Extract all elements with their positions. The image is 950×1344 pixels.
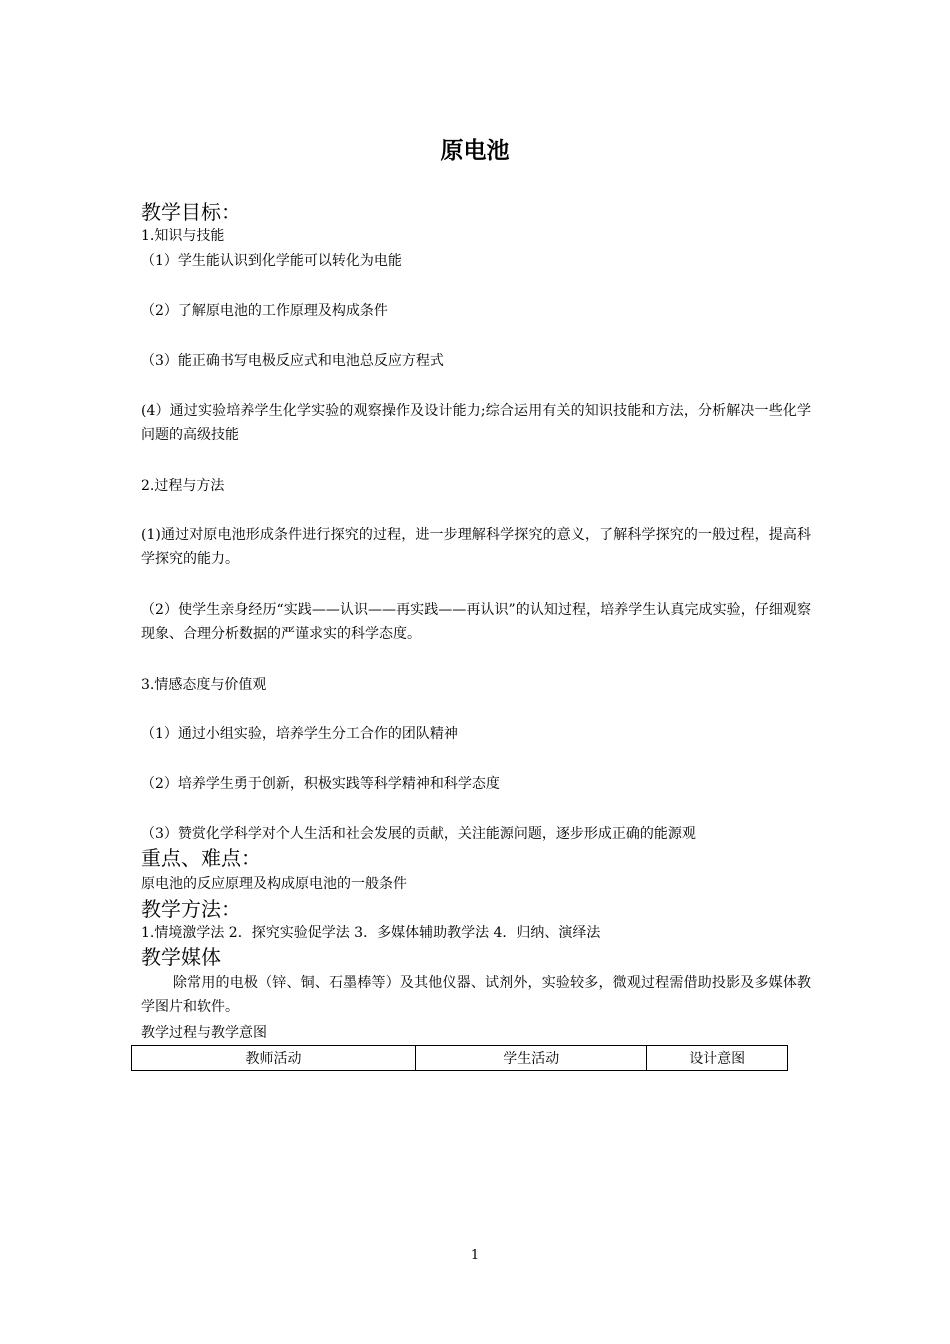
keypoints-text: 原电池的反应原理及构成原电池的一般条件	[141, 876, 407, 892]
knowledge-heading: 1.知识与技能	[141, 228, 225, 244]
header-teacher-activity: 教师活动	[132, 1046, 416, 1071]
knowledge-item-1: （1）学生能认识到化学能可以转化为电能	[141, 253, 402, 269]
media-heading: 教学媒体	[141, 945, 221, 969]
knowledge-item-4: (4）通过实验培养学生化学实验的观察操作及设计能力;综合运用有关的知识技能和方法，分析解决一些化学问题的高级技能	[141, 403, 811, 443]
methods-text: 1.情境激学法 2．探究实验促学法 3．多媒体辅助教学法 4．归纳、演绎法	[141, 925, 601, 941]
knowledge-item-3: （3）能正确书写电极反应式和电池总反应方程式	[141, 353, 444, 369]
page-number: 1	[470, 1248, 480, 1263]
attitude-heading: 3.情感态度与价值观	[141, 677, 267, 693]
attitude-item-1: （1）通过小组实验，培养学生分工合作的团队精神	[141, 726, 458, 742]
process-item-2: （2）使学生亲身经历“实践——认识——再实践——再认识”的认知过程，培养学生认真完成实验，仔细观察现象、合理分析数据的严谨求实的科学态度。	[141, 602, 811, 642]
process-heading: 2.过程与方法	[141, 478, 225, 494]
media-text: 除常用的电极（锌、铜、石墨棒等）及其他仪器、试剂外，实验较多，微观过程需借助投影及多媒体教学图片和软件。	[141, 975, 811, 1015]
process-table	[131, 1045, 788, 1071]
document-title: 原电池	[440, 138, 510, 164]
process-item-1: (1)通过对原电池形成条件进行探究的过程，进一步理解科学探究的意义，了解科学探究的一般过程，提高科学探究的能力。	[141, 527, 811, 567]
objectives-heading: 教学目标：	[141, 200, 241, 224]
attitude-item-3: （3）赞赏化学科学对个人生活和社会发展的贡献，关注能源问题，逐步形成正确的能源观	[141, 826, 696, 842]
header-student-activity: 学生活动	[416, 1046, 647, 1071]
table-header-row	[132, 1046, 788, 1071]
header-design-intent: 设计意图	[647, 1046, 788, 1071]
process-table-caption: 教学过程与教学意图	[141, 1025, 267, 1041]
attitude-item-2: （2）培养学生勇于创新，积极实践等科学精神和科学态度	[141, 776, 500, 792]
knowledge-item-2: （2）了解原电池的工作原理及构成条件	[141, 303, 388, 319]
keypoints-heading: 重点、难点：	[141, 846, 261, 870]
methods-heading: 教学方法：	[141, 897, 241, 921]
